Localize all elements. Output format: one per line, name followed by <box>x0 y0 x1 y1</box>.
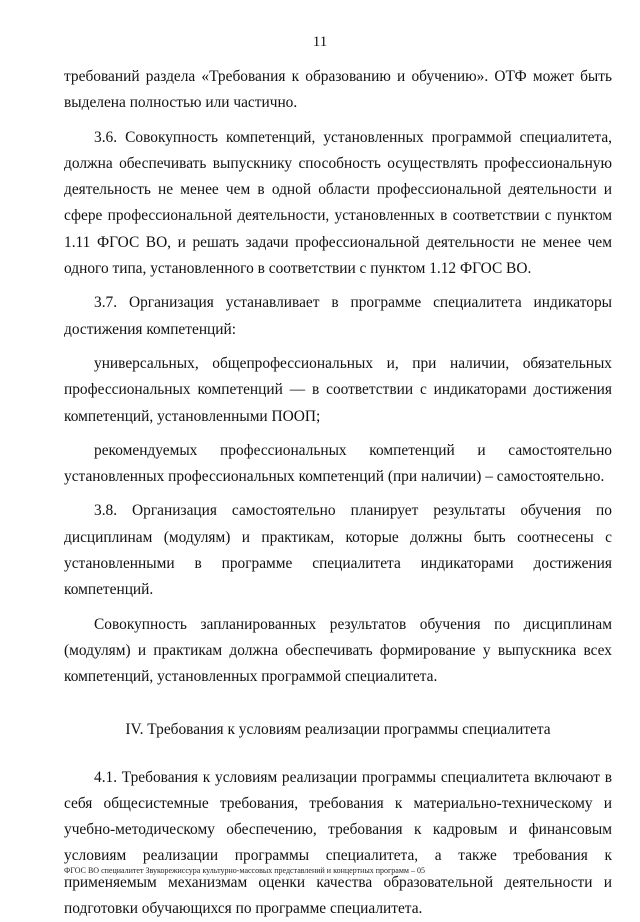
page-footer: ФГОС ВО специалитет Звукорежиссура культурно-массовых представлений и концертных программ – 05 <box>64 866 425 875</box>
paragraph-planned-results: Совокупность запланированных результатов обучения по дисциплинам (модулям) и практикам должна обеспечивать формирование у выпускника всех компетенций, установленных программой специалитета. <box>64 615 612 686</box>
paragraph-recommended-competencies: рекомендуемых профессиональных компетенций и самостоятельно установленных профессиональных компетенций (при наличии) – самостоятельно. <box>64 441 612 486</box>
paragraph-universal-competencies: универсальных, общепрофессиональных и, при наличии, обязательных профессиональных компетенций — в соответствии с индикаторами достижения компетенций, установленными ПООП; <box>64 354 612 425</box>
paragraph-4-1: 4.1. Требования к условиям реализации программы специалитета включают в себя общесистемные требования, требования к материально-техническому и учебно-методическому обеспечению, требования к кадровым и финансовым условиям реализации программы специалитета, а также требования к применяемым механизмам оценки качества образовательной деятельности и подготовки обучающихся по программе специалитета. <box>64 768 612 918</box>
paragraph-3-6: 3.6. Совокупность компетенций, установленных программой специалитета, должна обеспечивать выпускнику способность осуществлять профессиональную деятельность не менее чем в одной области профессиональной деятельности и сфере профессиональной деятельности, установленных в соответствии с пунктом 1.11 ФГОС ВО, и решать задачи профессиональной деятельности не менее чем одного типа, установленного в соответствии с пунктом 1.12 ФГОС ВО. <box>64 128 612 278</box>
paragraph-3-8: 3.8. Организация самостоятельно планирует результаты обучения по дисциплинам (модулям) и практикам, которые должны быть соотнесены с установленными в программе специалитета индикаторами достижения компетенций. <box>64 502 612 599</box>
paragraph-3-7: 3.7. Организация устанавливает в программе специалитета индикаторы достижения компетенций: <box>64 294 612 338</box>
section-heading: IV. Требования к условиям реализации программы специалитета <box>125 720 551 738</box>
paragraph-continuation: требований раздела «Требования к образованию и обучению». ОТФ может быть выделена полностью или частично. <box>64 68 612 112</box>
page-number: 11 <box>312 34 328 50</box>
page-body <box>64 64 612 922</box>
